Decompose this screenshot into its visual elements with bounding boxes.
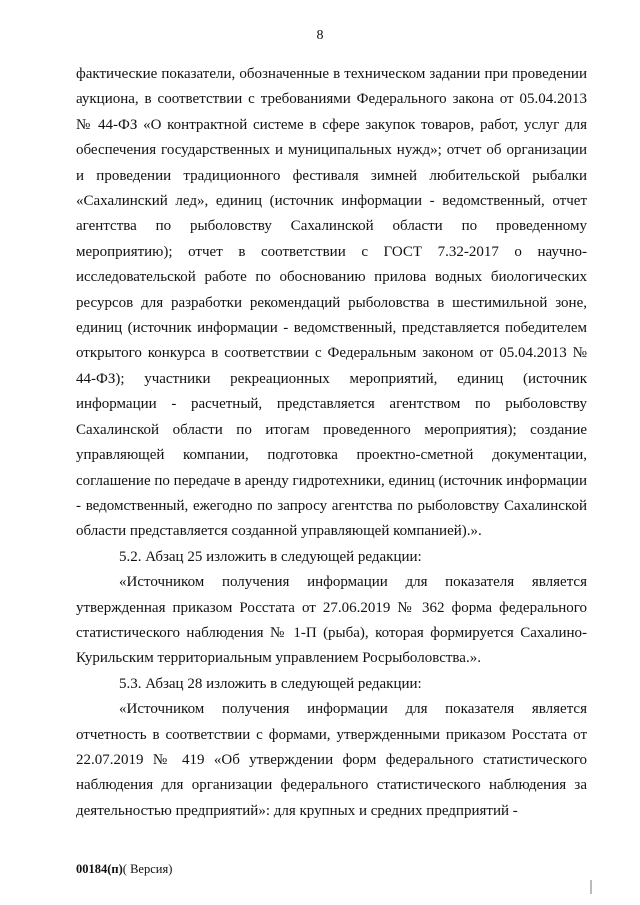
- page-number: 8: [316, 28, 324, 43]
- footer-code: 00184(п): [76, 862, 123, 876]
- paragraph-quote-5-2: «Источником получения информации для показателя является утвержденная приказом Росстата от 27.06.2019 № 362 форма федерального статистического наблюдения № 1-П (рыба), которая формируется Сахалино-Курильским территориальным управлением Росрыболовства.».: [76, 574, 587, 667]
- paragraph-quote-5-3: «Источником получения информации для показателя является отчетность в соответствии с формами, утвержденными приказом Росстата от 22.07.2019 № 419 «Об утверждении форм федерального статистического наблюдения для организации федерального статистического наблюдения за деятельностью предприятий»: для крупных и средних предприятий -: [76, 701, 587, 819]
- paragraph-item-5-3: 5.3. Абзац 28 изложить в следующей редакции:: [119, 675, 422, 692]
- scan-artifact-mark: [590, 880, 592, 894]
- footer-version: ( Версия): [122, 862, 173, 876]
- document-footer: [76, 862, 172, 877]
- paragraph-item-5-2: 5.2. Абзац 25 изложить в следующей редакции:: [119, 548, 422, 565]
- document-body: [76, 62, 587, 824]
- paragraph-continuation: фактические показатели, обозначенные в техническом задании при проведении аукциона, в соответствии с требованиями Федерального закона от 05.04.2013 № 44-ФЗ «О контрактной системе в сфере закупок товаров, работ, услуг для обеспечения государственных и муниципальных нужд»; отчет об организации и проведении традиционного фестиваля зимней любительской рыбалки «Сахалинский лед», единиц (источник информации - ведомственный, отчет агентства по рыболовству Сахалинской области по проведенному мероприятию); отчет в соответствии с ГОСТ 7.32-2017 о научно-исследовательской работе по обоснованию прилова водных биологических ресурсов для разработки рекомендаций рыболовства в шестимильной зоне, единиц (источник информации - ведомственный, представляется победителем открытого конкурса в соответствии с Федеральным законом от 05.04.2013 № 44-ФЗ); участники рекреационных мероприятий, единиц (источник информации - расчетный, представляется агентством по рыболовству Сахалинской области по итогам проведенного мероприятия); создание управляющей компании, подготовка проектно-сметной документации, соглашение по передаче в аренду гидротехники, единиц (источник информации - ведомственный, ежегодно по запросу агентства по рыболовству Сахалинской области представляется созданной управляющей компанией).».: [76, 66, 587, 540]
